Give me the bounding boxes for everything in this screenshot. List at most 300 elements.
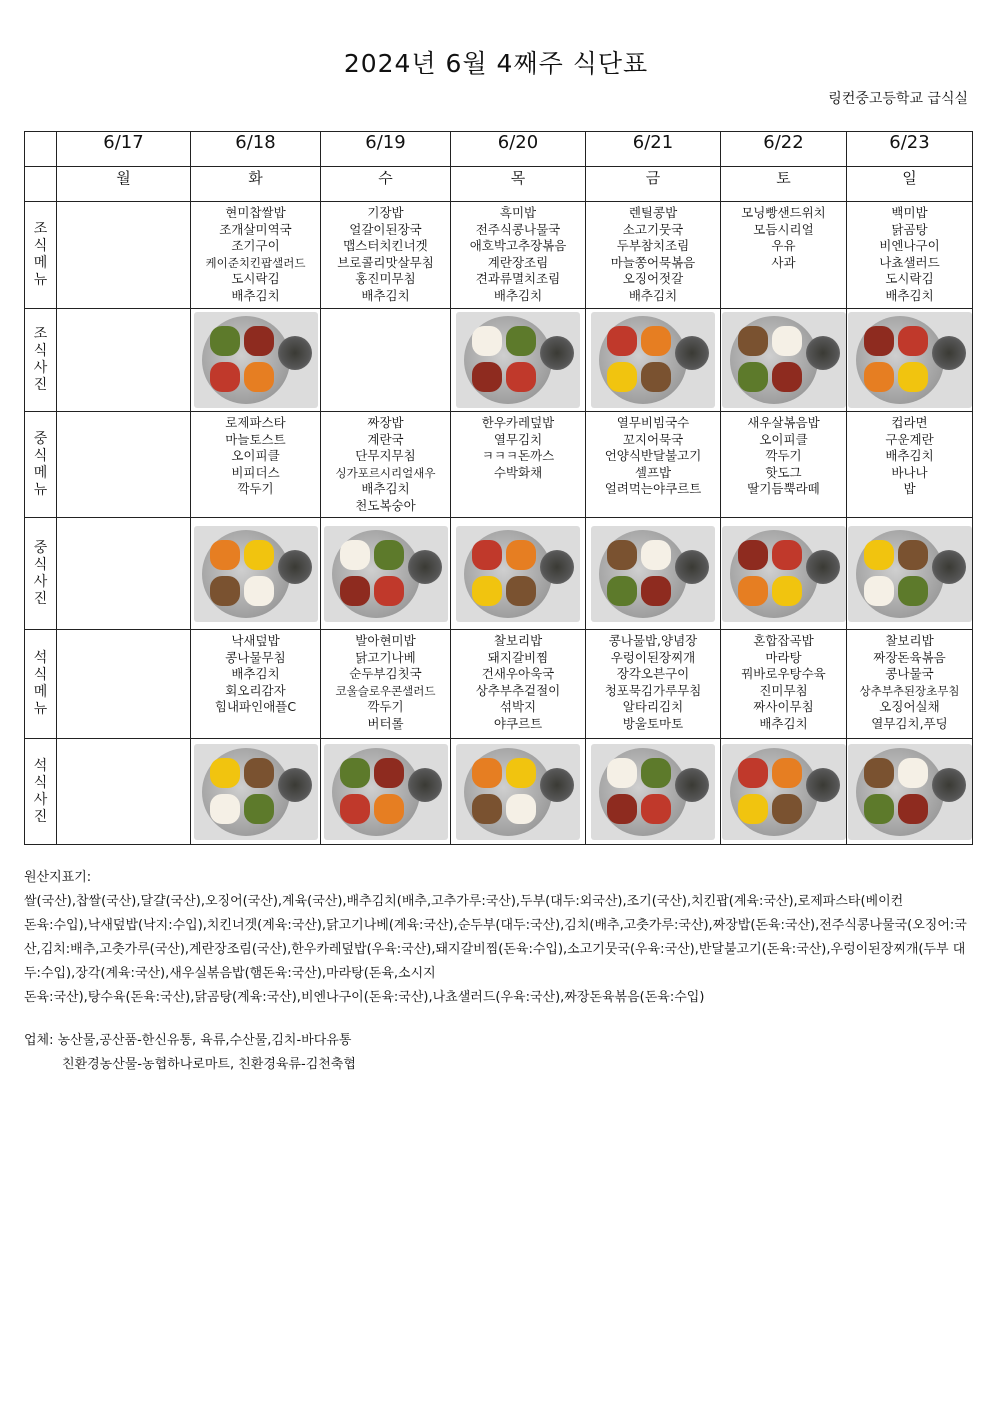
photo-cell [451,309,586,412]
food [244,794,274,824]
menu-item: 바나나 [891,464,928,480]
soup-bowl [408,768,442,802]
row-label-char: 진 [33,590,48,607]
photo-cell [721,518,847,630]
meal-table [24,131,973,845]
photo-cell [191,309,321,412]
food [864,362,894,392]
menu-item: 짜장돈육볶음 [873,649,946,665]
row-label-char: 메 [33,255,48,271]
photo-cell [321,739,451,845]
soup-bowl [278,550,312,584]
menu-item: 낙새덮밥 [231,633,280,648]
date-header: 6/23 [847,132,973,167]
food [374,540,404,570]
photo-cell [57,309,191,412]
menu-item: 섞박지 [499,699,537,714]
menu-item: 닭곰탕 [891,221,928,237]
menu-cell [321,202,451,309]
row-label [25,518,57,630]
row-label-char: 식 [33,667,48,683]
day-header: 목 [451,167,586,202]
dinner-menu-row [25,630,973,739]
soup-bowl [540,768,574,802]
menu-item: 한우카레덮밥 [481,415,555,430]
menu-cell [321,630,451,739]
menu-item: 마늘쫑어묵볶음 [610,254,696,270]
menu-item: 진미무침 [759,682,808,698]
menu-item: 콩나물밥,양념장 [608,633,698,648]
row-label-char: 식 [33,774,48,791]
menu-item: 구운계란 [885,431,934,447]
menu-item: 깍두기 [367,699,404,714]
origin-line: 돈육:국산),탕수육(돈육:국산),닭곰탕(계육:국산),비엔나구이(돈육:국산),나쵸샐러드(우육:국산),짜장돈육볶음(돈육:수입) [24,990,705,1005]
row-label-char: 메 [33,684,48,700]
menu-cell [451,202,586,309]
food [738,794,768,824]
menu-item: 비피더스 [231,464,280,480]
food [772,576,802,606]
menu-item: 오징어젓갈 [622,271,684,286]
school-name: 링컨중고등학교 급식실 [828,91,968,107]
menu-item: 방울토마토 [622,715,684,731]
menu-item: 수박화채 [493,464,543,480]
food [244,540,274,570]
menu-cell [191,202,321,309]
menu-cell [586,412,721,518]
menu-item: 배추김치 [885,448,934,463]
row-label-char: 식 [33,447,48,464]
food [607,794,637,824]
menu-cell [586,202,721,309]
menu-item: ㅋㅋㅋ돈까스 [481,448,555,463]
food [374,794,404,824]
menu-item: 계란장조림 [487,254,549,270]
menu-item: 짜장밥 [367,415,404,430]
photo-cell [321,518,451,630]
meal-photo [591,312,715,408]
day-header: 일 [847,167,973,202]
food [244,758,274,788]
food [772,326,802,356]
food [210,362,240,392]
meal-photo [591,526,715,622]
menu-item: 비엔나구이 [879,238,940,253]
photo-cell [586,739,721,845]
food [898,794,928,824]
menu-item: 계란국 [367,431,404,447]
photo-cell [57,739,191,845]
food [506,362,536,392]
menu-cell [57,202,191,309]
food [772,794,802,824]
photo-cell [721,739,847,845]
meal-photo [848,312,972,408]
food [472,326,502,356]
menu-item: 얼갈이된장국 [349,221,422,237]
row-label-char: 진 [33,808,48,825]
soup-bowl [540,336,574,370]
menu-item: 단무지무침 [355,448,416,463]
origin-line: 돈육:수입),낙새덮밥(낙지:수입),치킨너겟(계육:국산),닭고기나베(계육:국산),순두부(대두:국산),김치(배추,고춧가루:국산),짜장밥(돈육:국산),전주식콩나물국(오징어:국산,김치:배추,고춧가루(국산),계란장조림(국산),한우카레덮밥(우육:국산),돼지갈비찜(돈육:수입),소고기뭇국(우육:국산),반달불고기(돈육:국산),우렁이된장찌개(두부 대두:수입),장각(계육:국산),새우실볶음밥(햄돈육:국산),마라탕(돈육,소시지 [24,918,967,981]
food [210,540,240,570]
menu-item: 콩나물국 [885,666,934,681]
food [641,362,671,392]
meal-photo [194,526,318,622]
food [864,758,894,788]
menu-item: 열무김치 [493,431,543,447]
row-label-char: 식 [33,556,48,573]
food [772,540,802,570]
meal-photo [194,312,318,408]
food [864,326,894,356]
meal-photo [722,744,846,840]
soup-bowl [675,550,709,584]
menu-item: 브로콜리맛살무침 [337,254,434,270]
food [506,540,536,570]
day-header: 월 [57,167,191,202]
photo-cell [847,739,973,845]
menu-cell [451,412,586,518]
menu-item: 셀프밥 [634,464,672,480]
menu-item: 맵스터치킨너겟 [343,238,428,253]
menu-item: 순두부김칫국 [349,666,422,681]
menu-item: 마라탕 [765,649,802,665]
row-label-char: 석 [33,757,48,774]
food [898,758,928,788]
food [210,326,240,356]
row-label-char: 석 [33,650,48,666]
menu-item: 오이피클 [231,448,280,463]
row-label-char: 식 [33,238,48,254]
food [641,540,671,570]
row-label-char: 조 [33,221,48,237]
menu-cell [586,630,721,739]
photo-cell [586,309,721,412]
soup-bowl [408,550,442,584]
menu-item: 도시락김 [231,271,280,286]
breakfast-menu-row [25,202,973,309]
food [864,794,894,824]
origin-notes [24,866,968,1010]
food [506,326,536,356]
menu-item: 배추김치 [231,666,280,681]
food [738,758,768,788]
photo-cell [847,309,973,412]
soup-bowl [675,336,709,370]
menu-cell [57,412,191,518]
food [374,758,404,788]
day-row [25,167,973,202]
menu-cell [321,412,451,518]
food [607,576,637,606]
food [472,362,502,392]
food [607,326,637,356]
date-row [25,132,973,167]
row-label-char: 중 [33,430,48,447]
food [472,758,502,788]
photo-cell [191,518,321,630]
menu-cell [721,412,847,518]
menu-cell [721,630,847,739]
soup-bowl [932,336,966,370]
menu-cell [847,202,973,309]
menu-item: 깍두기 [237,481,274,496]
photo-cell [451,518,586,630]
row-label [25,202,57,309]
row-label-char: 식 [33,343,48,359]
lunch-photo-row [25,518,973,630]
food [210,758,240,788]
menu-item: 소고기뭇국 [622,221,684,237]
food [738,362,768,392]
food [864,576,894,606]
menu-item: 꼬지어묵국 [622,431,684,447]
origin-heading: 원산지표기: [24,870,92,885]
menu-item: 배추김치 [493,287,543,303]
menu-item: 백미밥 [891,205,928,220]
menu-item: 건새우아욱국 [481,666,555,681]
food [641,326,671,356]
meal-photo [722,526,846,622]
menu-item: 오징어실채 [879,699,940,714]
food [738,540,768,570]
date-header: 6/21 [586,132,721,167]
row-label-char: 뉴 [33,701,48,717]
menu-cell [847,630,973,739]
menu-item: 혼합잡곡밥 [753,633,814,648]
soup-bowl [278,336,312,370]
menu-item: 상추부추된장초무침 [859,683,960,698]
menu-item: 청포묵김가루무침 [604,682,702,698]
date-header: 6/22 [721,132,847,167]
menu-item: 우렁이된장찌개 [610,649,696,665]
food [244,326,274,356]
food [641,576,671,606]
page-title: 2024년 6월 4째주 식단표 [343,49,649,78]
soup-bowl [278,768,312,802]
food [738,326,768,356]
menu-cell [57,630,191,739]
date-header: 6/18 [191,132,321,167]
food [340,758,370,788]
vendor-line: 친환경농산물-농협하나로마트, 친환경육류-김천축협 [62,1057,356,1072]
menu-item: 천도복숭아 [355,497,416,513]
date-header: 6/19 [321,132,451,167]
food [472,576,502,606]
menu-item: 밥 [903,481,916,496]
menu-item: 애호박고추장볶음 [469,238,567,253]
row-label-char: 뉴 [33,481,48,498]
menu-item: 찰보리밥 [885,633,934,648]
food [772,758,802,788]
soup-bowl [932,550,966,584]
corner-cell [25,167,57,202]
menu-item: 조기구이 [231,238,280,253]
menu-item: 버터롤 [367,715,404,731]
photo-cell [847,518,973,630]
menu-item: 마늘토스트 [225,431,286,447]
photo-cell [57,518,191,630]
menu-item: 전주식콩나물국 [475,221,561,237]
food [898,576,928,606]
menu-item: 발아현미밥 [355,633,416,648]
food [472,794,502,824]
date-header: 6/20 [451,132,586,167]
menu-cell [191,412,321,518]
menu-item: 우유 [771,238,796,253]
date-header: 6/17 [57,132,191,167]
soup-bowl [675,768,709,802]
menu-cell [191,630,321,739]
row-label [25,412,57,518]
menu-item: 사과 [771,254,796,270]
menu-item: 얼려먹는야쿠르트 [604,481,702,496]
row-label-char: 사 [33,360,48,376]
photo-cell [451,739,586,845]
food [898,362,928,392]
menu-item: 모듬시리얼 [753,221,814,237]
menu-item: 야쿠르트 [493,715,543,731]
meal-photo [324,526,448,622]
row-label-char: 메 [33,464,48,481]
food [340,794,370,824]
food [641,758,671,788]
food [340,576,370,606]
row-label-char: 뉴 [33,272,48,288]
menu-item: 배추김치 [628,287,678,303]
menu-item: 도시락김 [885,271,934,286]
menu-item: 코울슬로우콘샐러드 [335,683,436,698]
menu-item: 열무김치,푸딩 [871,715,948,731]
food [472,540,502,570]
food [244,362,274,392]
menu-item: 기장밥 [367,205,404,220]
day-header: 토 [721,167,847,202]
menu-item: 나쵸샐러드 [879,254,940,270]
food [864,540,894,570]
row-label [25,739,57,845]
menu-item: 현미찹쌀밥 [225,205,286,220]
lunch-menu-row [25,412,973,518]
food [898,540,928,570]
meal-photo [194,744,318,840]
food [607,758,637,788]
day-header: 화 [191,167,321,202]
menu-item: 핫도그 [765,464,802,480]
menu-item: 견과류멸치조림 [475,271,561,286]
menu-cell [451,630,586,739]
menu-item: 장각오븐구이 [616,666,690,681]
meal-photo [722,312,846,408]
menu-item: 힘내파인애플C [214,699,297,714]
corner-cell [25,132,57,167]
menu-item: 배추김치 [361,287,410,303]
soup-bowl [540,550,574,584]
menu-item: 꿔바로우탕수육 [741,666,826,681]
menu-item: 회오리감자 [225,682,286,698]
menu-item: 컵라면 [891,415,928,430]
menu-item: 배추김치 [759,715,808,731]
row-label-char: 사 [33,791,48,808]
menu-item: 닭고기나베 [355,649,416,665]
origin-line: 쌀(국산),찹쌀(국산),달걀(국산),오징어(국산),계육(국산),배추김치(배추,고추가루:국산),두부(대두:외국산),조기(국산),치킨팝(계육:국산),로제파스타(베이컨 [24,894,904,909]
menu-item: 돼지갈비찜 [487,649,549,665]
row-label [25,309,57,412]
row-label [25,630,57,739]
menu-item: 로제파스타 [225,415,286,430]
menu-item: 케이준치킨팝샐러드 [205,255,306,270]
meal-photo [848,526,972,622]
menu-item: 짜사이무침 [753,699,814,714]
food [641,794,671,824]
meal-photo [456,744,580,840]
menu-item: 배추김치 [231,287,280,303]
soup-bowl [932,768,966,802]
vendor-line: 업체: 농산물,공산품-한신유통, 육류,수산물,김치-바다유통 [24,1033,352,1048]
breakfast-photo-row [25,309,973,412]
food [607,362,637,392]
menu-item: 배추김치 [361,481,410,496]
food [340,540,370,570]
food [772,362,802,392]
row-label-char: 진 [33,377,48,393]
menu-cell [847,412,973,518]
food [244,576,274,606]
row-label-char: 조 [33,326,48,342]
menu-item: 상추부추겉절이 [475,682,561,698]
menu-item: 찰보리밥 [493,633,543,648]
vendor-info [24,1029,356,1077]
soup-bowl [806,336,840,370]
menu-item: 딸기듬뿍라떼 [747,481,820,496]
meal-photo [848,744,972,840]
day-header: 수 [321,167,451,202]
menu-item: 흑미밥 [499,205,537,220]
meal-photo [324,744,448,840]
menu-item: 렌틸콩밥 [628,205,678,220]
food [607,540,637,570]
menu-cell [721,202,847,309]
menu-item: 두부참치조림 [616,238,690,253]
food [506,794,536,824]
photo-cell [321,309,451,412]
food [738,576,768,606]
food [374,576,404,606]
menu-item: 오이피클 [759,431,808,447]
menu-item: 배추김치 [885,287,934,303]
meal-photo [591,744,715,840]
day-header: 금 [586,167,721,202]
photo-cell [191,739,321,845]
menu-item: 홍진미무침 [355,271,416,286]
menu-item: 모닝빵샌드위치 [741,205,826,220]
row-label-char: 중 [33,539,48,556]
food [506,758,536,788]
food [506,576,536,606]
menu-item: 조개살미역국 [219,221,292,237]
meal-photo [456,312,580,408]
menu-item: 싱가포르시리얼새우 [335,465,436,480]
food [898,326,928,356]
meal-photo [456,526,580,622]
menu-item: 언양식반달불고기 [604,448,702,463]
soup-bowl [806,768,840,802]
food [210,576,240,606]
photo-cell [586,518,721,630]
food [210,794,240,824]
soup-bowl [806,550,840,584]
